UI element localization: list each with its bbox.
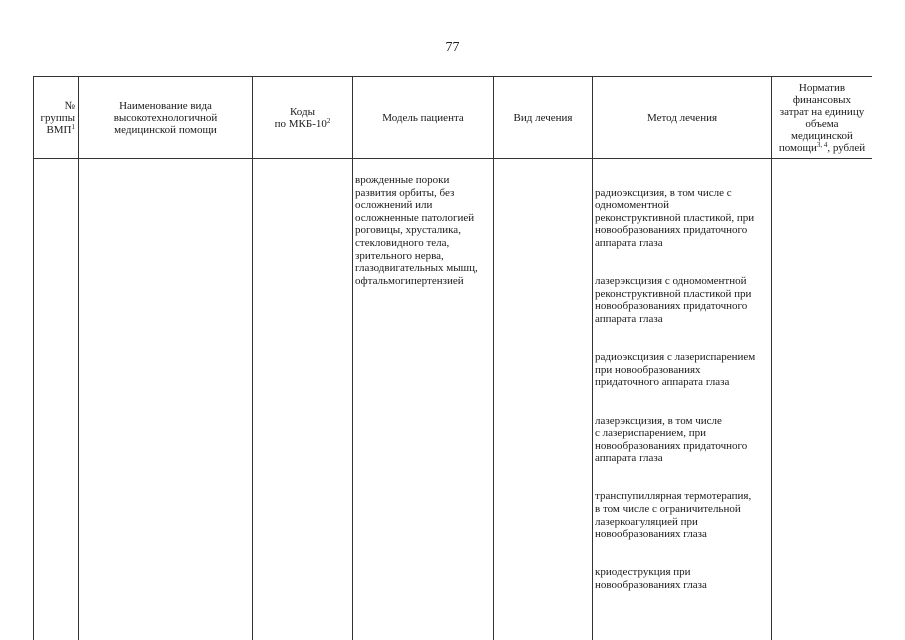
column-divider	[771, 76, 772, 640]
header-icd-codes: Коды по МКБ-$10^2$	[274, 105, 331, 130]
column-divider	[252, 76, 253, 640]
column-divider	[352, 76, 353, 640]
treatment-method-item: радиоэксцизия с лазериспарением при новообразованиях придаточного аппарата глаза	[595, 351, 756, 389]
treatment-method-item: лазерэксцизия, в том числе с лазериспарением, при новообразованиях придаточного аппарата глаза	[595, 414, 748, 465]
header-care-type-name: Наименование вида высокотехнологичной медицинской помощи	[113, 99, 218, 136]
treatment-method-item: транспупиллярная термотерапия, в том числе с ограничительной лазеркоагуляцией при новообразованиях глаза	[595, 490, 752, 541]
patient-model-text: врожденные пороки развития орбиты, без осложнений или осложненные патологией роговицы, хрусталика, стекловидного тела, зрительного нерва, глазодвигательных мышц, офтальмогипертензией	[355, 174, 478, 287]
column-divider	[592, 76, 593, 640]
column-divider	[493, 76, 494, 640]
treatment-method-item: криодеструкция при новообразованиях глаза	[595, 566, 707, 592]
header-treatment-method: Метод лечения	[646, 111, 718, 124]
header-group-no: № группы ВМП$^1$	[40, 99, 75, 136]
header-treatment-type: Вид лечения	[513, 111, 573, 124]
treatment-method-item: лазерэксцизия с одномоментной реконструктивной пластикой при новообразованиях придаточного аппарата глаза	[595, 275, 752, 325]
column-divider	[78, 76, 79, 640]
treatment-methods-list	[595, 174, 771, 617]
header-patient-model: Модель пациента	[382, 111, 464, 124]
column-divider	[33, 76, 34, 640]
page-number: 77	[445, 40, 460, 55]
header-financial-norm: Норматив финансовых затрат на единицу объема медицинской помощи$^{3, 4}$, рублей	[778, 81, 866, 154]
treatment-method-item: радиоэксцизия, в том числе с одномоментной реконструктивной пластикой, при новообразованиях придаточного аппарата глаза	[595, 186, 755, 249]
